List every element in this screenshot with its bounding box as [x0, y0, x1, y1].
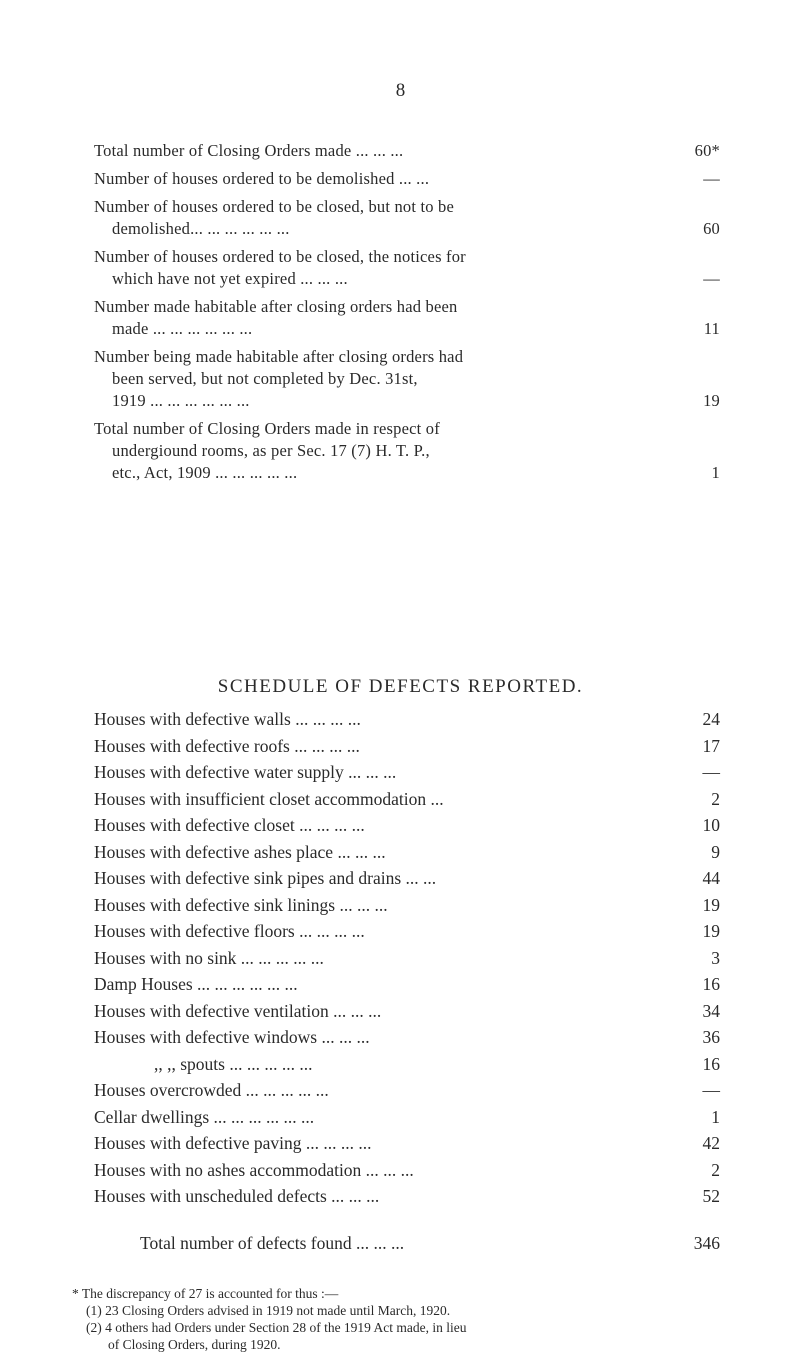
- defect-count: 52: [702, 1186, 720, 1206]
- entry-text: etc., Act, 1909 ... ... ... ... ...: [112, 463, 298, 482]
- entry-text: demolished... ... ... ... ... ...: [112, 219, 290, 238]
- defect-count: 19: [702, 921, 720, 941]
- footnote: [72, 1285, 772, 1353]
- schedule-of-defects-table: [94, 706, 720, 1210]
- defect-count: 19: [702, 894, 720, 915]
- schedule-row: [94, 812, 720, 839]
- schedule-row: [94, 706, 720, 733]
- entry-text: Number of houses ordered to be closed, but not to be: [94, 197, 455, 216]
- defect-label: Houses with defective ashes place ... ... ...: [94, 841, 386, 862]
- defect-count: 36: [702, 1027, 720, 1047]
- defect-label: Houses with defective windows ... ... ...: [94, 1027, 370, 1047]
- defect-label: Houses with defective water supply ... ... ...: [94, 762, 397, 782]
- schedule-row: [94, 1130, 720, 1157]
- defect-count: 17: [702, 735, 720, 756]
- defect-count: 2: [711, 788, 720, 809]
- schedule-row: [94, 1024, 720, 1051]
- schedule-row: [94, 865, 720, 892]
- entry-value: 60*: [694, 141, 720, 160]
- schedule-row: [94, 1051, 720, 1078]
- defect-label: Houses with defective closet ... ... ... ...: [94, 815, 365, 835]
- notices-not-expired-entry: [94, 246, 720, 290]
- schedule-row: [94, 892, 720, 919]
- defect-count: —: [702, 762, 720, 782]
- defect-count: 10: [702, 815, 720, 835]
- houses-ordered-demolished-entry: [94, 168, 720, 190]
- defect-label: Damp Houses ... ... ... ... ... ...: [94, 974, 298, 994]
- total-defects-value: 346: [693, 1233, 720, 1253]
- schedule-row: [94, 733, 720, 760]
- schedule-row: [94, 1077, 720, 1104]
- schedule-row: [94, 1157, 720, 1184]
- schedule-row: [94, 998, 720, 1025]
- entry-value: 19: [703, 391, 720, 410]
- total-defects-label: Total number of defects found ... ... ...: [140, 1233, 405, 1253]
- defect-count: 3: [711, 947, 720, 968]
- closing-orders-total-entry: [94, 140, 720, 162]
- defect-label: Houses with defective sink pipes and drains ... ...: [94, 868, 437, 888]
- entry-text: Number being made habitable after closing orders had: [94, 347, 464, 366]
- defect-count: —: [702, 1080, 720, 1100]
- defect-count: 42: [702, 1133, 720, 1153]
- defect-count: 16: [702, 1053, 720, 1074]
- defect-label: Houses overcrowded ... ... ... ... ...: [94, 1080, 329, 1100]
- footnote-item: (1) 23 Closing Orders advised in 1919 not made until March, 1920.: [86, 1303, 451, 1318]
- entry-value: —: [703, 169, 720, 188]
- schedule-row: [94, 918, 720, 945]
- entry-value: 1: [711, 463, 720, 482]
- entry-value: 11: [703, 319, 720, 338]
- defect-label: Houses with defective sink linings ... ... ...: [94, 894, 388, 915]
- defect-label: Houses with defective floors ... ... ... ...: [94, 921, 365, 941]
- houses-ordered-closed-entry: [94, 196, 720, 240]
- entry-text: made ... ... ... ... ... ...: [112, 319, 253, 338]
- entry-text: which have not yet expired ... ... ...: [112, 269, 348, 288]
- entry-value: —: [703, 269, 720, 288]
- defect-count: 34: [702, 1000, 720, 1021]
- footnote-item-continuation: of Closing Orders, during 1920.: [108, 1337, 281, 1352]
- defect-count: 1: [711, 1106, 720, 1127]
- footnote-intro: * The discrepancy of 27 is accounted for thus :—: [72, 1286, 339, 1301]
- entry-text: been served, but not completed by Dec. 31st,: [112, 369, 418, 388]
- entry-text: Number of houses ordered to be closed, the notices for: [94, 247, 466, 266]
- defect-label: Cellar dwellings ... ... ... ... ... ...: [94, 1106, 315, 1127]
- schedule-row: [94, 1104, 720, 1131]
- defect-label: Houses with defective paving ... ... ... ...: [94, 1133, 372, 1153]
- made-habitable-entry: [94, 296, 720, 340]
- defect-count: 24: [702, 709, 720, 729]
- closing-orders-section: [94, 140, 720, 484]
- defect-label: Houses with no sink ... ... ... ... ...: [94, 947, 324, 968]
- defect-label: Houses with defective walls ... ... ... ...: [94, 709, 361, 729]
- entry-text: Number of houses ordered to be demolished ... ...: [94, 169, 430, 188]
- underground-rooms-entry: [94, 418, 720, 484]
- defect-label: Houses with no ashes accommodation ... ... ...: [94, 1159, 414, 1180]
- entry-value: 60: [703, 219, 720, 238]
- defect-count: 16: [702, 974, 720, 994]
- footnote-item: (2) 4 others had Orders under Section 28 of the 1919 Act made, in lieu: [86, 1320, 467, 1335]
- schedule-row: [94, 759, 720, 786]
- total-defects-row: [140, 1230, 720, 1256]
- schedule-row: [94, 786, 720, 813]
- being-made-habitable-entry: [94, 346, 720, 412]
- defect-label: Houses with insufficient closet accommodation ...: [94, 788, 444, 809]
- entry-text: Total number of Closing Orders made ... ... ...: [94, 141, 404, 160]
- entry-text: 1919 ... ... ... ... ... ...: [112, 391, 250, 410]
- page-number: 8: [395, 80, 406, 101]
- defect-count: 9: [711, 841, 720, 862]
- defect-count: 2: [711, 1159, 720, 1180]
- entry-text: Total number of Closing Orders made in respect of: [94, 419, 440, 438]
- defect-label: ,, ,, spouts ... ... ... ... ...: [154, 1053, 313, 1074]
- defect-label: Houses with defective ventilation ... ... ...: [94, 1000, 382, 1021]
- entry-text: undergiound rooms, as per Sec. 17 (7) H. T. P.,: [112, 441, 430, 460]
- schedule-row: [94, 839, 720, 866]
- schedule-row: [94, 1183, 720, 1210]
- schedule-row: [94, 945, 720, 972]
- defect-count: 44: [702, 868, 720, 888]
- entry-text: Number made habitable after closing orders had been: [94, 297, 458, 316]
- defect-label: Houses with unscheduled defects ... ... ...: [94, 1186, 380, 1206]
- schedule-row: [94, 971, 720, 998]
- defect-label: Houses with defective roofs ... ... ... ...: [94, 735, 360, 756]
- schedule-heading: SCHEDULE OF DEFECTS REPORTED.: [217, 676, 584, 697]
